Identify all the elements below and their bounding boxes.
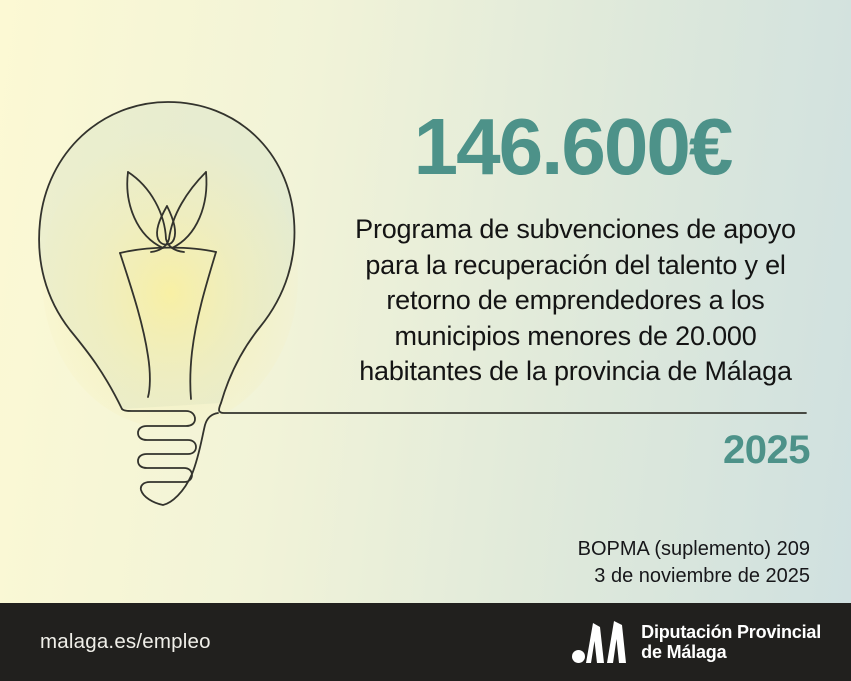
leaf-left-outer bbox=[127, 172, 163, 248]
footer-bar bbox=[0, 603, 851, 681]
bulb-trunk-right bbox=[190, 252, 216, 399]
bulb-screw-base bbox=[122, 409, 218, 505]
bulletin-reference bbox=[578, 536, 810, 590]
brand-name-line2: de Málaga bbox=[641, 642, 727, 662]
brand-logo bbox=[572, 620, 821, 664]
bulb-trunk-plate bbox=[120, 248, 216, 253]
footer-url: malaga.es/empleo bbox=[40, 630, 211, 653]
bulb-trunk-left bbox=[120, 253, 150, 397]
program-line: Programa de subvenciones de apoyo bbox=[355, 214, 796, 244]
brand-name bbox=[641, 622, 821, 663]
leaf-left-inner bbox=[128, 172, 184, 252]
program-description bbox=[332, 212, 819, 390]
headline-amount: 146.600€ bbox=[413, 102, 732, 191]
program-line: municipios menores de 20.000 bbox=[394, 320, 757, 351]
program-line: para la recuperación del talento y el bbox=[365, 249, 786, 280]
brand-name-line1: Diputación Provincial bbox=[641, 621, 821, 642]
bulb-interior-tint bbox=[39, 102, 294, 409]
leaf-right-inner bbox=[151, 172, 206, 252]
program-line: retorno de emprendedores a los bbox=[386, 285, 765, 315]
droplet bbox=[157, 206, 175, 245]
malaga-m-logo-icon bbox=[572, 620, 630, 664]
leaf-right-outer bbox=[172, 172, 206, 248]
bulletin-date: 3 de noviembre de 2025 bbox=[594, 565, 810, 587]
year-label: 2025 bbox=[723, 428, 810, 472]
program-line: habitantes de la provincia de Málaga bbox=[359, 356, 792, 386]
bulletin-number: BOPMA (suplemento) 209 bbox=[577, 538, 810, 560]
bulb-glow bbox=[42, 128, 298, 428]
